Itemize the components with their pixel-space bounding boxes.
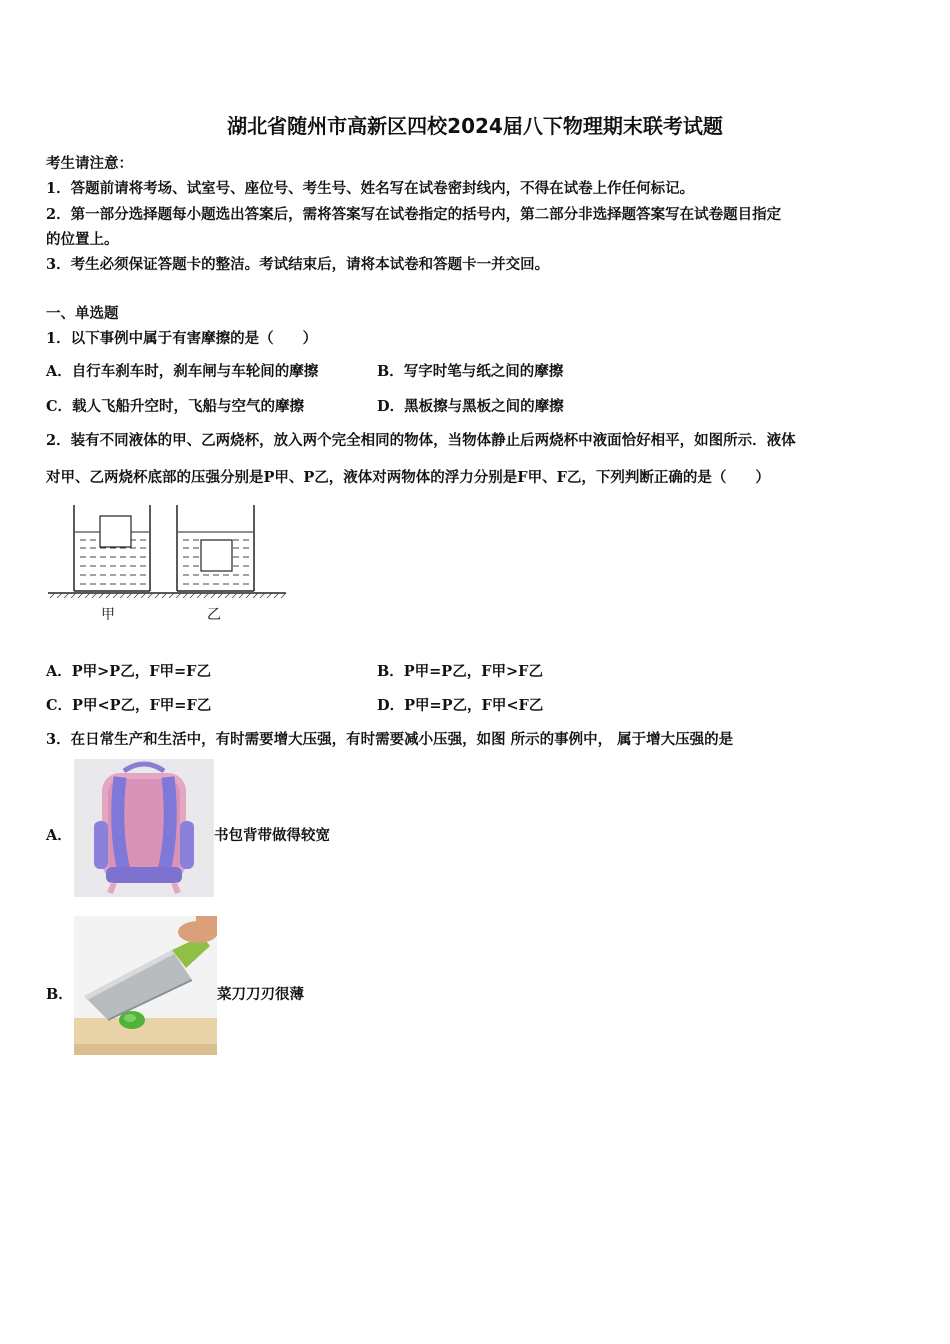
q3-stem: 3．在日常生产和生活中，有时需要增大压强，有时需要减小压强，如图 所示的事例中， 属于增大压强的是 <box>46 731 734 748</box>
q2-stem-line1: 2．装有不同液体的甲、乙两烧杯，放入两个完全相同的物体，当物体静止后两烧杯中液面恰好相平，如图所示．液体 <box>46 432 796 449</box>
q1-option-a: A．自行车刹车时，刹车闸与车轮间的摩擦 <box>46 363 319 380</box>
notice-item-2: 2．第一部分选择题每小题选出答案后，需将答案写在试卷指定的括号内，第二部分非选择题答案写在试卷题目指定 <box>46 206 782 223</box>
notice-item-1: 1．答题前请将考场、试室号、座位号、考生号、姓名写在试卷密封线内，不得在试卷上作任何标记。 <box>46 180 695 197</box>
notice-item-2-cont: 的位置上。 <box>46 231 119 248</box>
q3-option-b-caption: 菜刀刀刃很薄 <box>217 986 304 1003</box>
q3-option-b-label: B． <box>46 986 73 1003</box>
q3-option-a-caption: 书包背带做得较宽 <box>214 827 330 844</box>
q3-option-a-label: A． <box>46 827 72 844</box>
beaker-jia <box>74 505 150 591</box>
notice-item-3: 3．考生必须保证答题卡的整洁。考试结束后，请将本试卷和答题卡一并交回。 <box>46 256 550 273</box>
page-title: 湖北省随州市高新区四校2024届八下物理期末联考试题 <box>227 114 723 138</box>
q1-option-c: C．载人飞船升空时，飞船与空气的摩擦 <box>46 398 305 415</box>
q2-option-a: A．P甲>P乙，F甲=F乙 <box>46 663 211 680</box>
notice-heading: 考生请注意： <box>46 155 133 172</box>
q2-option-b: B．P甲=P乙，F甲>F乙 <box>377 663 543 680</box>
beaker-yi <box>177 505 254 591</box>
figure-label-jia: 甲 <box>101 607 115 623</box>
q2-stem-line2: 对甲、乙两烧杯底部的压强分别是P甲、P乙，液体对两物体的浮力分别是F甲、F乙，下列判断正确的是（ ） <box>46 469 770 486</box>
figure-label-yi: 乙 <box>207 607 221 623</box>
cleaver-image <box>74 916 217 1055</box>
beakers-figure <box>46 500 291 625</box>
q2-option-d: D．P甲=P乙，F甲<F乙 <box>377 697 544 714</box>
section-heading: 一、单选题 <box>46 305 119 322</box>
q1-option-d: D．黑板擦与黑板之间的摩擦 <box>377 398 564 415</box>
q2-option-c: C．P甲<P乙，F甲=F乙 <box>46 697 212 714</box>
q1-option-b: B．写字时笔与纸之间的摩擦 <box>377 363 564 380</box>
backpack-image <box>74 759 214 897</box>
q1-stem: 1．以下事例中属于有害摩擦的是（ ） <box>46 330 318 347</box>
